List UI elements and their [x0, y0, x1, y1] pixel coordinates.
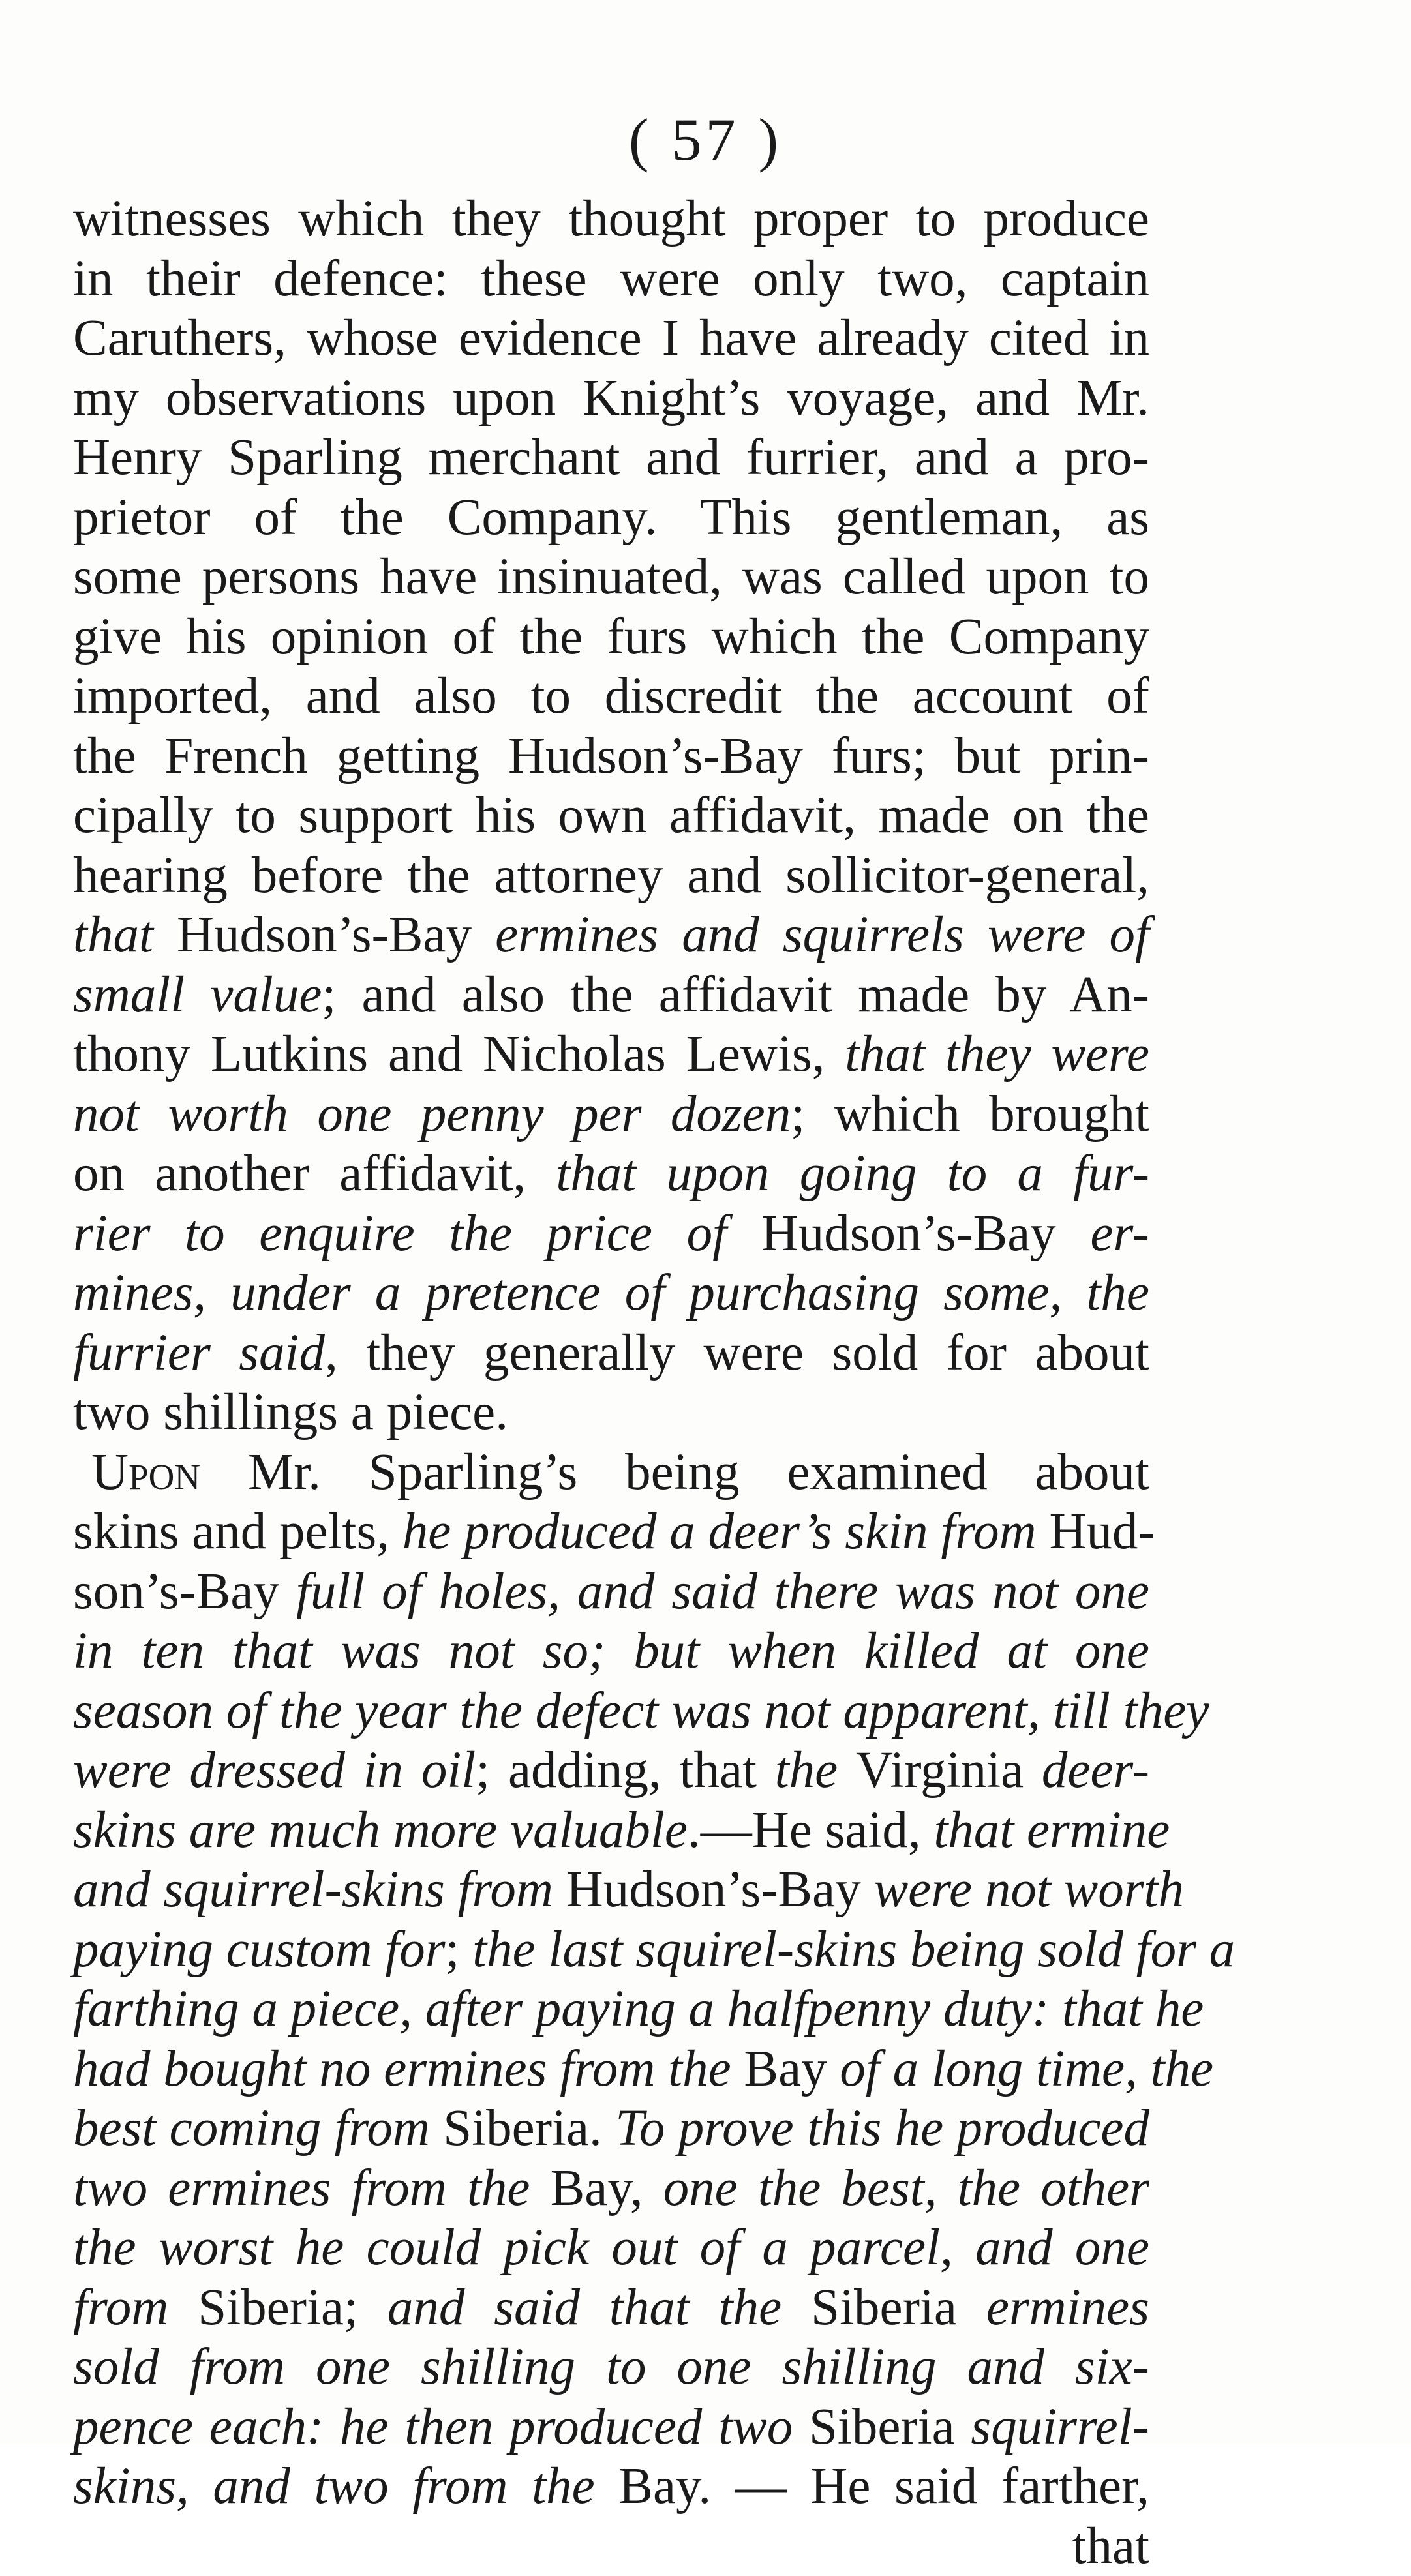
italic-text: To prove this he produced [615, 2100, 1149, 2157]
roman-text: Hudson’s-Bay [566, 1861, 874, 1918]
roman-text: ; [446, 1921, 473, 1978]
italic-text: pence each: he then produced two [73, 2399, 809, 2455]
text-line [73, 1383, 1149, 1443]
italic-text: deer- [1042, 1742, 1149, 1799]
roman-text: give his opinion of the furs which the Company [73, 608, 1149, 665]
text-line [73, 1502, 1149, 1562]
text-line [73, 428, 1149, 488]
text-line [73, 2337, 1149, 2397]
italic-text: that upon going to a fur- [556, 1145, 1149, 1202]
italic-text: er- [1090, 1205, 1149, 1262]
italic-text: in ten that was not so; but when killed at one [73, 1623, 1149, 1679]
italic-text: best coming from [73, 2100, 443, 2157]
italic-text: had bought no ermines from the [73, 2041, 744, 2097]
page-number: ( 57 ) [0, 110, 1411, 170]
roman-text: my observations upon Knight’s voyage, and Mr. [73, 370, 1149, 427]
text-line [73, 1025, 1149, 1085]
italic-text: were dressed in oil [73, 1742, 476, 1799]
text-line [73, 2099, 1149, 2159]
roman-text: imported, and also to discredit the account of [73, 668, 1149, 725]
text-line [73, 1144, 1149, 1204]
catchword [73, 2517, 1149, 2576]
italic-text: mines, under a pretence of purchasing some, the [73, 1265, 1149, 1321]
text-line [73, 1323, 1149, 1383]
italic-text: skins are much more valuable [73, 1802, 688, 1859]
italic-text: season of the year the defect was not apparent, till they [73, 1683, 1209, 1739]
italic-text: sold from one shilling to one shilling and six- [73, 2339, 1149, 2395]
italic-text: two ermines from the [73, 2160, 551, 2217]
text-line [73, 1562, 1149, 1622]
text-line [73, 1920, 1149, 1980]
italic-text: and squirrel-skins from [73, 1861, 566, 1918]
italic-text: that they were [845, 1026, 1149, 1083]
roman-text: Siberia [809, 2399, 971, 2455]
italic-text: ermines and squirrels were of [495, 906, 1149, 963]
italic-text: rier to enquire the price of [73, 1205, 761, 1262]
text-line [73, 846, 1149, 906]
roman-text: Hud- [1049, 1503, 1155, 1560]
roman-text: .—He said, [688, 1802, 933, 1859]
roman-text: Henry Sparling merchant and furrier, and a pro- [73, 429, 1149, 486]
italic-text: that ermine [933, 1802, 1170, 1859]
roman-text: hearing before the attorney and sollicitor-general, [73, 847, 1149, 904]
text-line [73, 726, 1149, 786]
italic-text: full of holes, and said there was not one [296, 1563, 1149, 1620]
text-line [73, 666, 1149, 726]
italic-text: the [775, 1742, 856, 1799]
roman-text: Mr. Sparling’s being examined about [200, 1444, 1149, 1501]
text-line [73, 2457, 1149, 2517]
text-line [73, 2159, 1149, 2219]
roman-text: ; and also the affidavit made by An- [322, 966, 1149, 1023]
text-line [73, 1860, 1149, 1920]
text-line [73, 2397, 1149, 2457]
italic-text: one the best, the other [663, 2160, 1149, 2217]
italic-text: paying custom for [73, 1921, 446, 1978]
roman-text: skins and pelts, [73, 1503, 402, 1560]
roman-text: Siberia. [443, 2100, 615, 2157]
text-line [73, 368, 1149, 428]
roman-text: , they generally were sold for about [325, 1325, 1149, 1381]
roman-text: in their defence: these were only two, captain [73, 250, 1149, 307]
italic-text: skins, and two from the [73, 2458, 618, 2515]
roman-text: Siberia; [198, 2279, 387, 2336]
italic-text: and said that the [387, 2279, 811, 2336]
text-line [73, 905, 1149, 965]
text-line [73, 1204, 1149, 1264]
text-line [73, 1681, 1149, 1741]
text-line [73, 1263, 1149, 1323]
italic-text: farthing a piece, after paying a halfpenny duty: that he [73, 1981, 1204, 2037]
italic-text: from [73, 2279, 198, 2336]
italic-text: that [73, 906, 177, 963]
italic-text: ermines [986, 2279, 1149, 2336]
roman-text: ; which brought [791, 1086, 1149, 1143]
text-line [73, 1443, 1149, 1503]
text-line [73, 1741, 1149, 1801]
roman-text: Bay. — He said farther, [618, 2458, 1149, 2515]
text-line [73, 965, 1149, 1025]
text-line [73, 1621, 1149, 1681]
text-line [73, 2039, 1149, 2099]
roman-text: witnesses which they thought proper to produce [73, 190, 1149, 247]
roman-text: Hudson’s-Bay [761, 1205, 1091, 1262]
roman-text: two shillings a piece. [73, 1384, 508, 1441]
roman-text: Bay [744, 2041, 840, 2097]
roman-text: cipally to support his own affidavit, made on the [73, 787, 1149, 844]
italic-text: were not worth [873, 1861, 1183, 1918]
italic-text: furrier said [73, 1325, 325, 1381]
roman-text: Bay, [551, 2160, 663, 2217]
text-line [73, 786, 1149, 846]
roman-text: Caruthers, whose evidence I have already cited in [73, 310, 1149, 367]
text-line [73, 249, 1149, 309]
roman-text: son’s-Bay [73, 1563, 296, 1620]
italic-text: small value [73, 966, 322, 1023]
roman-text: Upon [91, 1444, 200, 1501]
italic-text: he produced a deer’s skin from [402, 1503, 1050, 1560]
roman-text: thony Lutkins and Nicholas Lewis, [73, 1026, 845, 1083]
text-line [73, 308, 1149, 368]
text-line [73, 189, 1149, 249]
italic-text: the last squirel-skins being sold for a [472, 1921, 1235, 1978]
text-line [73, 607, 1149, 667]
text-line [73, 1085, 1149, 1145]
roman-text: Hudson’s-Bay [177, 906, 495, 963]
roman-text: prietor of the Company. This gentleman, as [73, 489, 1149, 546]
roman-text: that [1072, 2518, 1149, 2575]
italic-text: of a long time, the [840, 2041, 1213, 2097]
text-line [73, 2218, 1149, 2278]
roman-text: some persons have insinuated, was called upon to [73, 548, 1149, 605]
roman-text: the French getting Hudson’s-Bay furs; but prin- [73, 728, 1149, 785]
italic-text: squirrel- [971, 2399, 1149, 2455]
italic-text: not worth one penny per dozen [73, 1086, 791, 1143]
roman-text: ; adding, that [476, 1742, 775, 1799]
text-line [73, 547, 1149, 607]
text-line [73, 1979, 1149, 2039]
text-line [73, 1801, 1149, 1861]
text-line [73, 488, 1149, 548]
roman-text: Siberia [811, 2279, 986, 2336]
text-line [73, 2278, 1149, 2338]
italic-text: the worst he could pick out of a parcel, and one [73, 2219, 1149, 2276]
body-text [73, 189, 1149, 2576]
roman-text: Virginia [856, 1742, 1042, 1799]
roman-text: on another affidavit, [73, 1145, 556, 1202]
